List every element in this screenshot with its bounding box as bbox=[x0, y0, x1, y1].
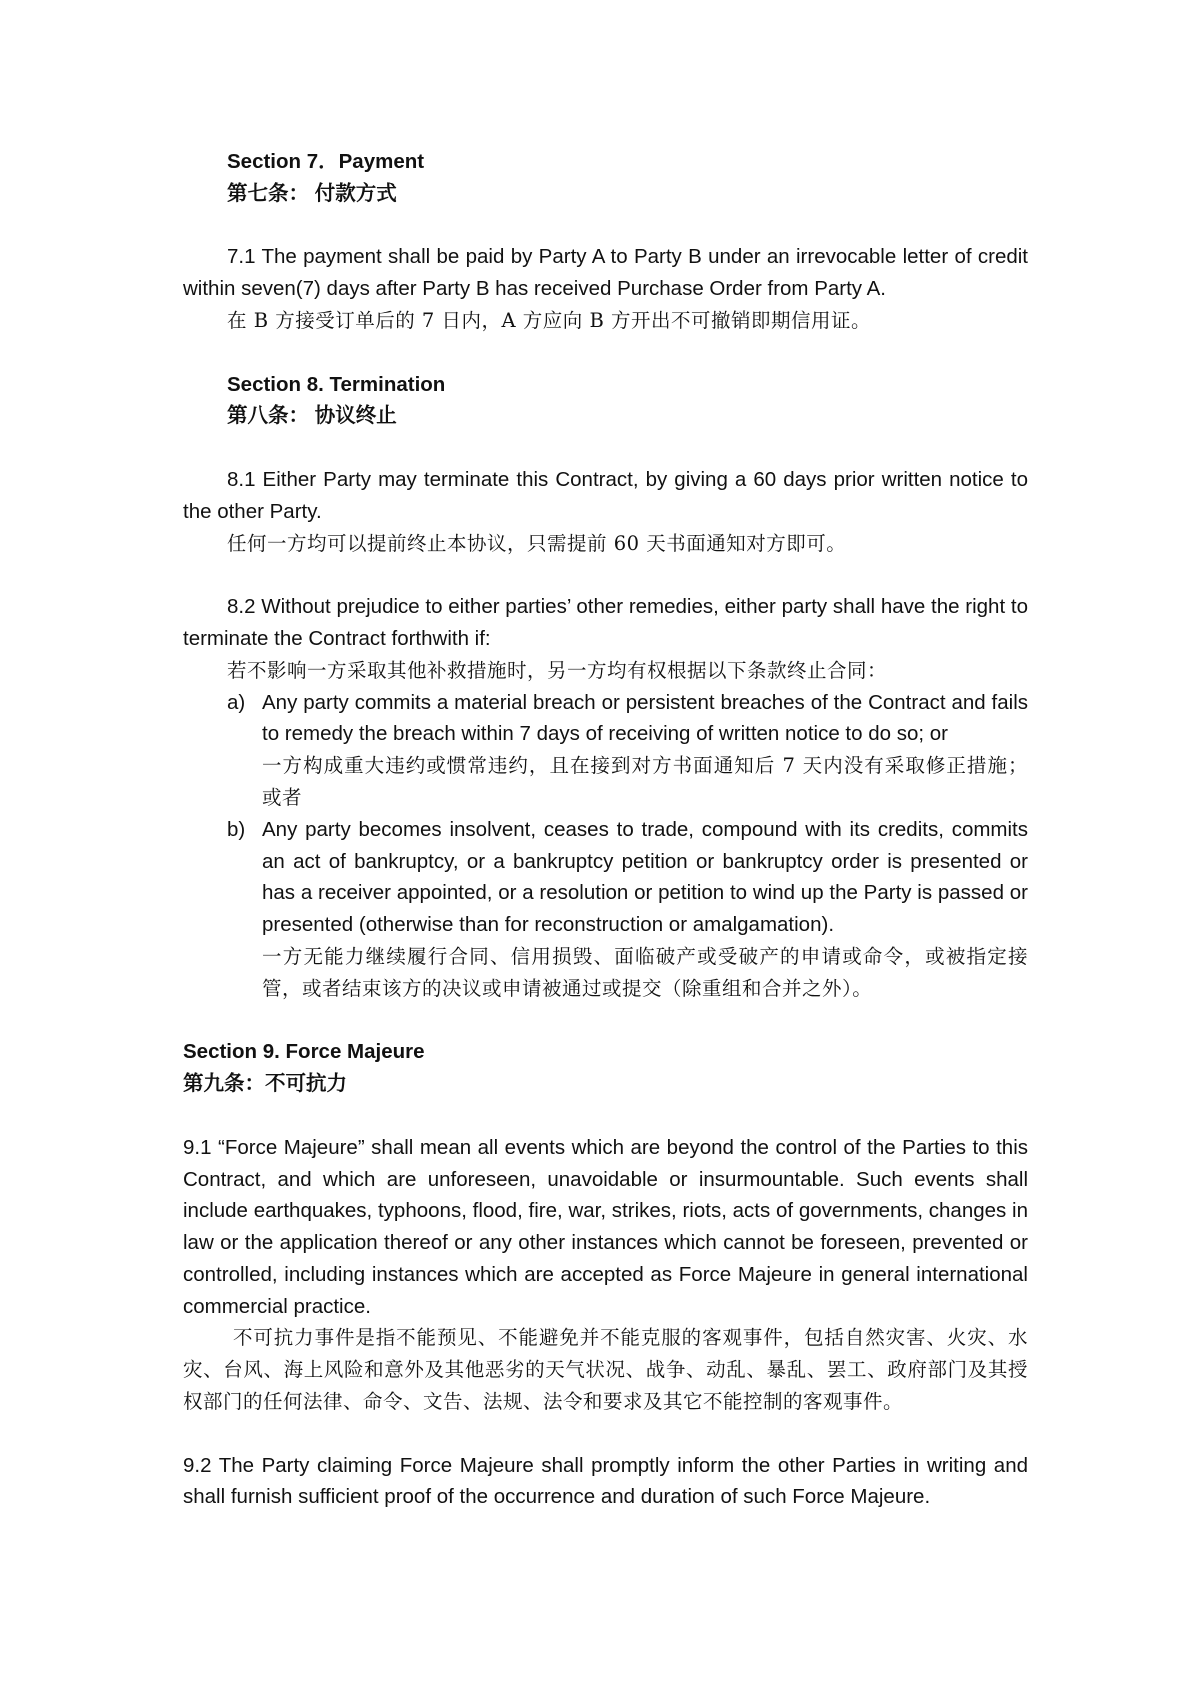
clause-8-2-en: 8.2 Without prejudice to either parties’ other remedies, either party shall have the right to terminate the Contract forthwith if: bbox=[183, 595, 1028, 650]
section-9-title-en: Section 9. Force Majeure bbox=[183, 1040, 425, 1064]
section-7-title-cn: 第七条： 付款方式 bbox=[227, 181, 397, 205]
clause-8-2-cn: 若不影响一方采取其他补救措施时，另一方均有权根据以下条款终止合同： bbox=[227, 658, 888, 682]
clause-9-2-en: 9.2 The Party claiming Force Majeure shall promptly inform the other Parties in writing and shall furnish sufficient proof of the occurrence and duration of such Force Majeure. bbox=[183, 1453, 1028, 1509]
section-7-title-en: Section 7．Payment bbox=[227, 150, 425, 173]
section-9-title-cn: 第九条：不可抗力 bbox=[183, 1072, 347, 1096]
section-8-heading bbox=[183, 369, 1028, 433]
clause-9-1-en: 9.1 “Force Majeure” shall mean all events which are beyond the control of the Parties to this Contract, and which are unforeseen, unavoidable or insurmountable. Such events shall include earthquakes, typhoons, flood, fire, war, strikes, riots, acts of governments, changes in law or the application thereof or any other instances which cannot be foreseen, prevented or controlled, including instances which are accepted as Force Majeure in general international commercial practice. bbox=[183, 1135, 1028, 1318]
clause-9-1-cn: 不可抗力事件是指不能预见、不能避免并不能克服的客观事件，包括自然灾害、火灾、水灾、台风、海上风险和意外及其他恶劣的天气状况、战争、动乱、暴乱、罢工、政府部门及其授权部门的任何法律、命令、文告、法规、法令和要求及其它不能控制的客观事件。 bbox=[183, 1326, 1028, 1414]
clause-8-1-en: 8.1 Either Party may terminate this Contract, by giving a 60 days prior written notice to the other Party. bbox=[183, 467, 1028, 523]
clause-8-1-cn: 任何一方均可以提前终止本协议，只需提前 60 天书面通知对方即可。 bbox=[227, 531, 847, 555]
list-item-b bbox=[183, 814, 1028, 1005]
section-7-heading bbox=[183, 146, 1028, 210]
clause-7-1-en: 7.1 The payment shall be paid by Party A to Party B under an irrevocable letter of credit within seven(7) days after Party B has received Purchase Order from Party A. bbox=[183, 245, 1028, 301]
list-item-b-en: Any party becomes insolvent, ceases to trade, compound with its credits, commits an act of bankruptcy, or a bankruptcy petition or bankruptcy order is presented or has a receiver appointed, or a resolution or petition to wind up the Party is passed or presented (otherwise than for reconstruction or amalgamation). bbox=[262, 817, 1028, 937]
list-item-a-en: Any party commits a material breach or persistent breaches of the Contract and fails to remedy the breach within 7 days of receiving of written notice to do so; or bbox=[262, 690, 1028, 746]
list-marker-a: a) bbox=[227, 690, 246, 714]
section-8-title-cn: 第八条： 协议终止 bbox=[227, 404, 397, 428]
list-marker-b: b) bbox=[227, 817, 246, 841]
section-8-title-en: Section 8. Termination bbox=[227, 372, 446, 396]
document-body bbox=[183, 146, 1028, 1513]
section-9-heading bbox=[183, 1036, 1028, 1100]
list-item-a bbox=[183, 687, 1028, 814]
clause-7-1-cn: 在 B 方接受订单后的 7 日内，A 方应向 B 方开出不可撤销即期信用证。 bbox=[227, 308, 872, 332]
list-item-b-cn: 一方无能力继续履行合同、信用损毁、面临破产或受破产的申请或命令，或被指定接管，或者结束该方的决议或申请被通过或提交（除重组和合并之外）。 bbox=[262, 944, 1028, 1000]
list-item-a-cn: 一方构成重大违约或惯常违约，且在接到对方书面通知后 7 天内没有采取修正措施；或者 bbox=[262, 754, 1028, 809]
